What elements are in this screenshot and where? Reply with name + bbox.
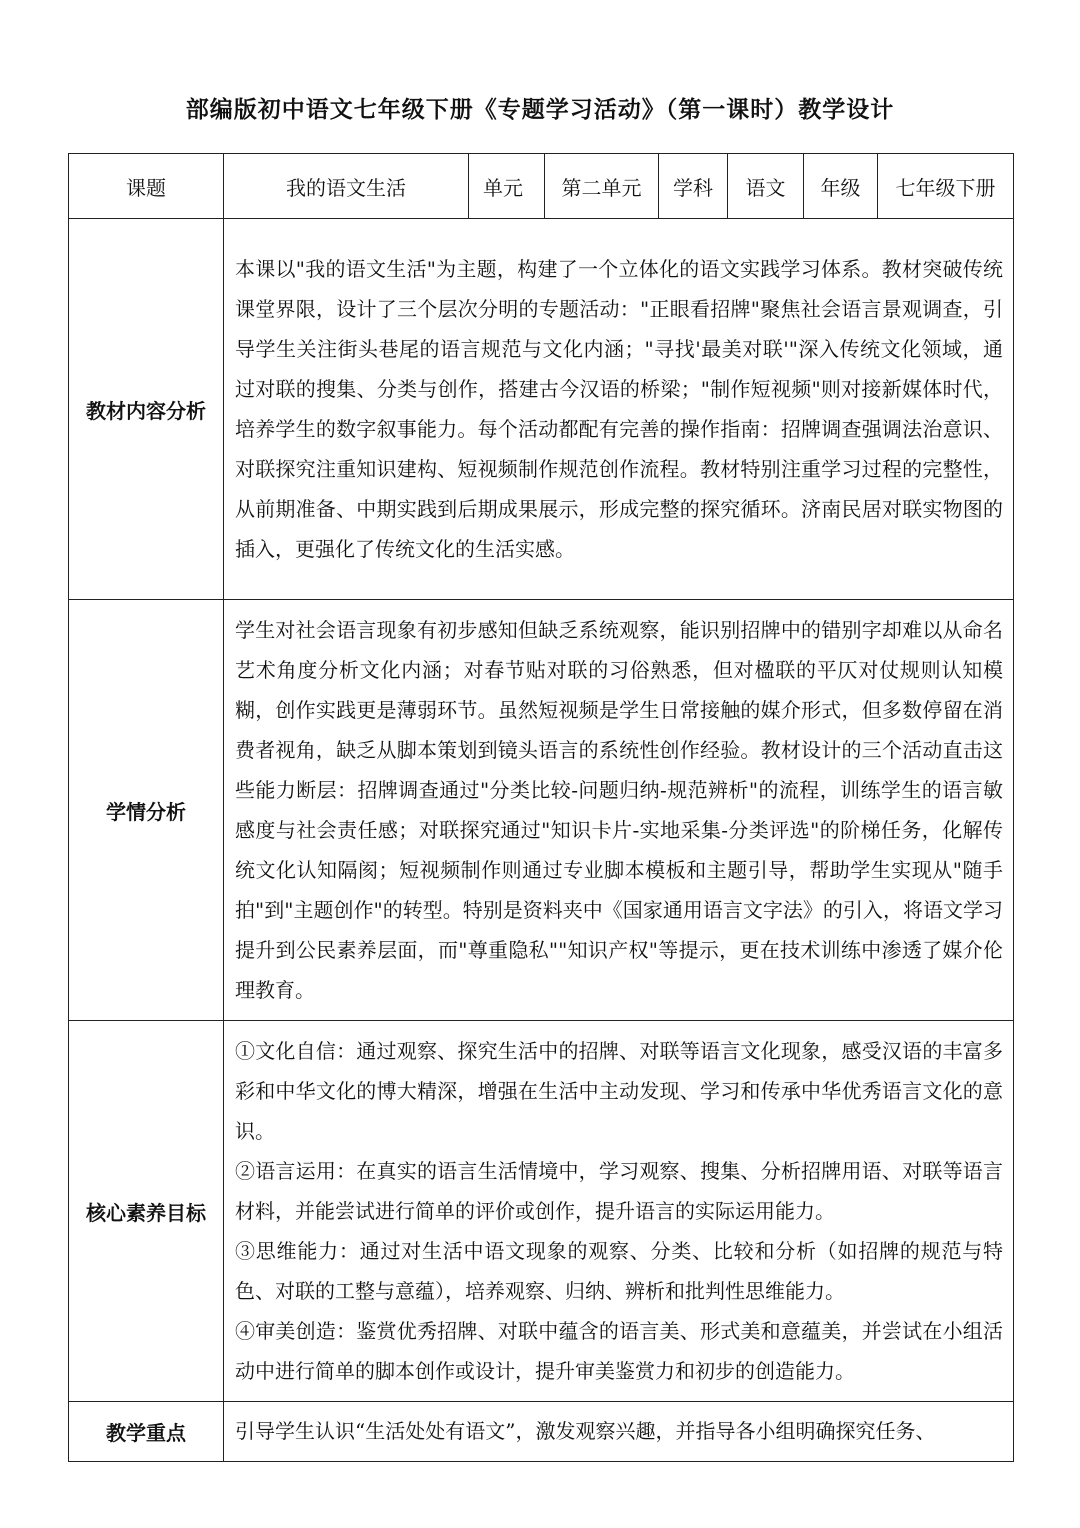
subject-label: 学科 xyxy=(659,154,728,219)
students-label: 学情分析 xyxy=(69,600,224,1021)
unit-value: 第二单元 xyxy=(545,154,659,219)
goals-row xyxy=(69,1021,1014,1402)
focus-cell xyxy=(224,1402,1014,1462)
goals-label: 核心素养目标 xyxy=(69,1021,224,1402)
lesson-plan-table xyxy=(68,153,1014,1462)
analysis-row xyxy=(69,219,1014,600)
topic-label: 课题 xyxy=(69,154,224,219)
goal-item: ②语言运用：在真实的语言生活情境中，学习观察、搜集、分析招牌用语、对联等语言材料，并能尝试进行简单的评价或创作，提升语言的实际运用能力。 xyxy=(235,1159,1003,1223)
meta-row xyxy=(69,154,1014,219)
grade-label: 年级 xyxy=(804,154,878,219)
subject-value: 语文 xyxy=(728,154,804,219)
focus-text: 引导学生认识“生活处处有语文”，激发观察兴趣，并指导各小组明确探究任务、 xyxy=(235,1419,936,1443)
page-title: 部编版初中语文七年级下册《专题学习活动》（第一课时）教学设计 xyxy=(185,96,895,123)
goal-item: ③思维能力：通过对生活中语文现象的观察、分类、比较和分析（如招牌的规范与特色、对联的工整与意蕴），培养观察、归纳、辨析和批判性思维能力。 xyxy=(235,1239,1003,1303)
students-row xyxy=(69,600,1014,1021)
analysis-cell xyxy=(224,219,1014,600)
focus-label: 教学重点 xyxy=(69,1402,224,1462)
analysis-label: 教材内容分析 xyxy=(69,219,224,600)
goals-cell xyxy=(224,1021,1014,1402)
goal-item: ①文化自信：通过观察、探究生活中的招牌、对联等语言文化现象，感受汉语的丰富多彩和中华文化的博大精深，增强在生活中主动发现、学习和传承中华优秀语言文化的意识。 xyxy=(235,1039,1003,1143)
analysis-text: 本课以"我的语文生活"为主题，构建了一个立体化的语文实践学习体系。教材突破传统课堂界限，设计了三个层次分明的专题活动："正眼看招牌"聚焦社会语言景观调查，引导学生关注街头巷尾的语言规范与文化内涵；"寻找'最美对联'"深入传统文化领域，通过对联的搜集、分类与创作，搭建古今汉语的桥梁；"制作短视频"则对接新媒体时代，培养学生的数字叙事能力。每个活动都配有完善的操作指南：招牌调查强调法治意识、对联探究注重知识建构、短视频制作规范创作流程。教材特别注重学习过程的完整性，从前期准备、中期实践到后期成果展示，形成完整的探究循环。济南民居对联实物图的插入，更强化了传统文化的生活实感。 xyxy=(235,257,1003,561)
grade-value: 七年级下册 xyxy=(878,154,1014,219)
students-cell xyxy=(224,600,1014,1021)
unit-label: 单元 xyxy=(469,154,545,219)
topic-value: 我的语文生活 xyxy=(224,154,469,219)
students-text: 学生对社会语言现象有初步感知但缺乏系统观察，能识别招牌中的错别字却难以从命名艺术角度分析文化内涵；对春节贴对联的习俗熟悉，但对楹联的平仄对仗规则认知模糊，创作实践更是薄弱环节。虽然短视频是学生日常接触的媒介形式，但多数停留在消费者视角，缺乏从脚本策划到镜头语言的系统性创作经验。教材设计的三个活动直击这些能力断层：招牌调查通过"分类比较-问题归纳-规范辨析"的流程，训练学生的语言敏感度与社会责任感；对联探究通过"知识卡片-实地采集-分类评选"的阶梯任务，化解传统文化认知隔阂；短视频制作则通过专业脚本模板和主题引导，帮助学生实现从"随手拍"到"主题创作"的转型。特别是资料夹中《国家通用语言文字法》的引入，将语文学习提升到公民素养层面，而"尊重隐私""知识产权"等提示，更在技术训练中渗透了媒介伦理教育。 xyxy=(235,618,1003,1002)
focus-row xyxy=(69,1402,1014,1462)
goal-item: ④审美创造：鉴赏优秀招牌、对联中蕴含的语言美、形式美和意蕴美，并尝试在小组活动中进行简单的脚本创作或设计，提升审美鉴赏力和初步的创造能力。 xyxy=(235,1319,1003,1383)
